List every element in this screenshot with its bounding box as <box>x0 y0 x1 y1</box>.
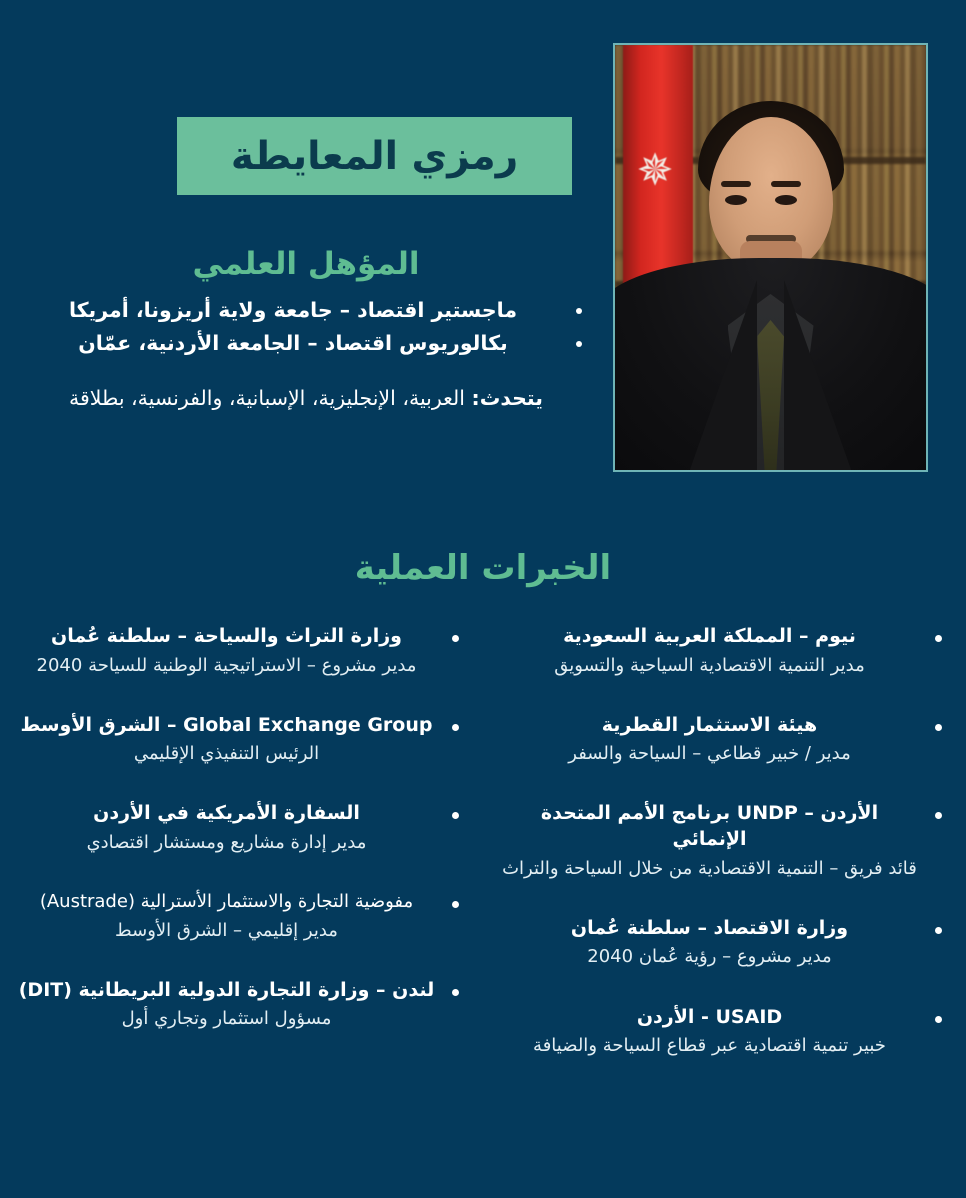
experience-item <box>501 1005 948 1060</box>
experience-org: وزارة التراث والسياحة – سلطنة عُمان <box>50 625 402 647</box>
languages-value: العربية، الإنجليزية، الإسبانية، والفرنسية، بطلاقة <box>69 386 465 411</box>
experience-item <box>18 624 465 679</box>
languages-line <box>26 382 586 415</box>
bullet-icon <box>935 1016 942 1023</box>
experience-item <box>18 890 465 943</box>
experience-role: مدير مشروع – رؤية عُمان 2040 <box>587 946 832 968</box>
experience-org: الأردن – UNDP برنامج الأمم المتحدة الإنمائي <box>540 802 879 851</box>
experience-org: مفوضية التجارة والاستثمار الأسترالية (Austrade) <box>39 891 414 913</box>
experience-item <box>18 713 465 768</box>
languages-label: يتحدث: <box>471 386 543 411</box>
experience-item <box>18 801 465 856</box>
experience-column-left <box>0 624 483 1093</box>
education-title: المؤهل العلمي <box>192 246 420 282</box>
portrait-photo <box>613 43 928 472</box>
flag-star-icon: ✵ <box>636 145 674 196</box>
experience-column-right <box>483 624 966 1093</box>
experience-org: السفارة الأمريكية في الأردن <box>93 802 360 825</box>
experience-columns <box>0 624 966 1093</box>
education-item <box>26 327 586 360</box>
experience-item <box>501 916 948 971</box>
eyebrow <box>771 181 801 187</box>
person-name: رمزي المعايطة <box>230 133 519 179</box>
eye <box>775 195 797 205</box>
bullet-icon <box>452 724 459 731</box>
experience-role: مدير إقليمي – الشرق الأوسط <box>115 919 338 941</box>
experience-role: مسؤول استثمار وتجاري أول <box>121 1008 332 1030</box>
experience-role: قائد فريق – التنمية الاقتصادية من خلال السياحة والتراث <box>502 857 917 879</box>
experience-org: Global Exchange Group – الشرق الأوسط <box>20 713 433 736</box>
bullet-icon <box>452 901 459 908</box>
bullet-icon <box>935 812 942 819</box>
experience-org: هيئة الاستثمار القطرية <box>601 713 818 736</box>
experience-org: نيوم – المملكة العربية السعودية <box>563 625 856 647</box>
experience-role: الرئيس التنفيذي الإقليمي <box>133 743 320 765</box>
eye <box>725 195 747 205</box>
education-item <box>26 294 586 327</box>
portrait-image <box>615 45 926 470</box>
name-banner <box>177 117 572 195</box>
experience-item <box>501 713 948 768</box>
experience-org: لندن – وزارة التجارة الدولية البريطانية (DIT) <box>18 978 435 1001</box>
experience-role: مدير مشروع – الاستراتيجية الوطنية للسياحة 2040 <box>36 654 417 676</box>
bullet-icon <box>576 341 582 347</box>
experience-role: مدير التنمية الاقتصادية السياحية والتسويق <box>554 654 865 676</box>
experience-role: مدير / خبير قطاعي – السياحة والسفر <box>568 743 851 765</box>
experience-role: مدير إدارة مشاريع ومستشار اقتصادي <box>86 832 367 854</box>
experience-org: USAID - الأردن <box>636 1005 783 1028</box>
bullet-icon <box>935 927 942 934</box>
experience-role: خبير تنمية اقتصادية عبر قطاع السياحة والضيافة <box>533 1035 886 1057</box>
experience-org: وزارة الاقتصاد – سلطنة عُمان <box>570 916 849 939</box>
experience-item <box>501 624 948 679</box>
education-item-text: ماجستير اقتصاد – جامعة ولاية أريزونا، أمريكا <box>68 298 518 322</box>
education-item-text: بكالوريوس اقتصاد – الجامعة الأردنية، عمّان <box>78 331 508 356</box>
bullet-icon <box>935 724 942 731</box>
bullet-icon <box>452 989 459 996</box>
bullet-icon <box>935 635 942 642</box>
experience-item <box>18 978 465 1033</box>
education-list <box>26 294 586 360</box>
bullet-icon <box>452 635 459 642</box>
bullet-icon <box>452 812 459 819</box>
eyebrow <box>721 181 751 187</box>
education-section <box>26 246 586 416</box>
bullet-icon <box>576 308 582 314</box>
experience-item <box>501 801 948 881</box>
experience-title: الخبرات العملية <box>354 548 612 588</box>
